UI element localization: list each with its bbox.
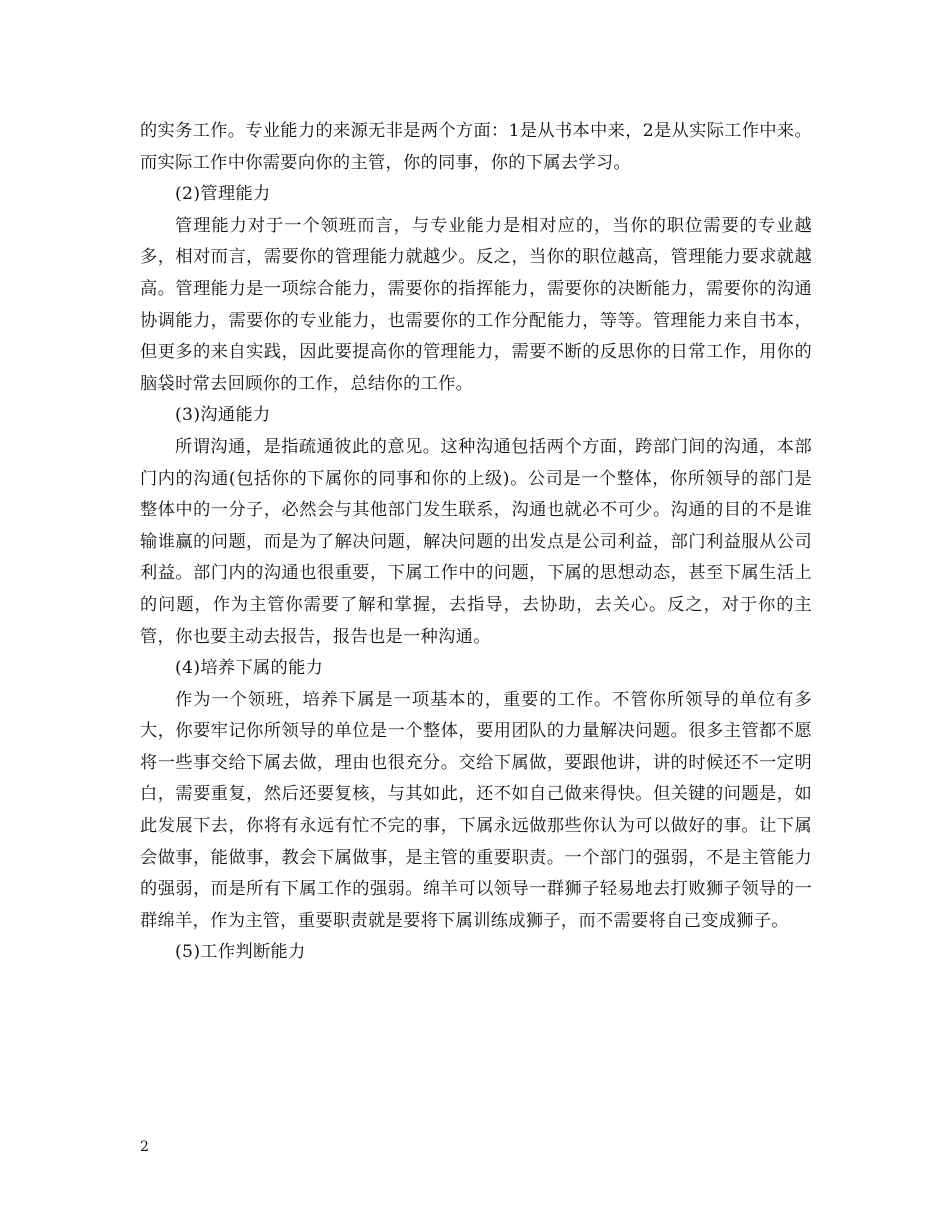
paragraph-continuation: 的实务工作。专业能力的来源无非是两个方面：1是从书本中来，2是从实际工作中来。而实际工作中你需要向你的主管，你的同事，你的下属去学习。 xyxy=(140,121,812,173)
paragraph-management: 管理能力对于一个领班而言，与专业能力是相对应的，当你的职位需要的专业越多，相对而言，需要你的管理能力就越少。反之，当你的职位越高，管理能力要求就越高。管理能力是一项综合能力，需要你的指挥能力，需要你的决断能力，需要你的沟通协调能力，需要你的专业能力，也需要你的工作分配能力，等等。管理能力来自书本，但更多的来自实践，因此要提高你的管理能力，需要不断的反思你的日常工作，用你的脑袋时常去回顾你的工作，总结你的工作。 xyxy=(140,215,812,394)
section-heading-training: (4)培养下属的能力 xyxy=(175,658,324,679)
page-body xyxy=(140,116,812,969)
page-number: 2 xyxy=(140,1139,149,1155)
paragraph-training: 作为一个领班，培养下属是一项基本的，重要的工作。不管你所领导的单位有多大，你要牢记你所领导的单位是一个整体，要用团队的力量解决问题。很多主管都不愿将一些事交给下属去做，理由也很充分。交给下属做，要跟他讲，讲的时候还不一定明白，需要重复，然后还要复核，与其如此，还不如自己做来得快。但关键的问题是，如此发展下去，你将有永远有忙不完的事，下属永远做那些你认为可以做好的事。让下属会做事，能做事，教会下属做事，是主管的重要职责。一个部门的强弱，不是主管能力的强弱，而是所有下属工作的强弱。绵羊可以领导一群狮子轻易地去打败狮子领导的一群绵羊，作为主管，重要职责就是要将下属训练成狮子，而不需要将自己变成狮子。 xyxy=(140,689,812,931)
section-heading-management: (2)管理能力 xyxy=(175,184,271,205)
paragraph-communication: 所谓沟通，是指疏通彼此的意见。这种沟通包括两个方面，跨部门间的沟通，本部门内的沟通(包括你的下属你的同事和你的上级)。公司是一个整体，你所领导的部门是整体中的一分子，必然会与其他部门发生联系，沟通也就必不可少。沟通的目的不是谁输谁赢的问题，而是为了解决问题，解决问题的出发点是公司利益，部门利益服从公司利益。部门内的沟通也很重要，下属工作中的问题，下属的思想动态，甚至下属生活上的问题，作为主管你需要了解和掌握，去指导，去协助，去关心。反之，对于你的主管，你也要主动去报告，报告也是一种沟通。 xyxy=(140,436,812,647)
section-heading-judgment: (5)工作判断能力 xyxy=(175,942,306,963)
section-heading-communication: (3)沟通能力 xyxy=(175,405,271,426)
